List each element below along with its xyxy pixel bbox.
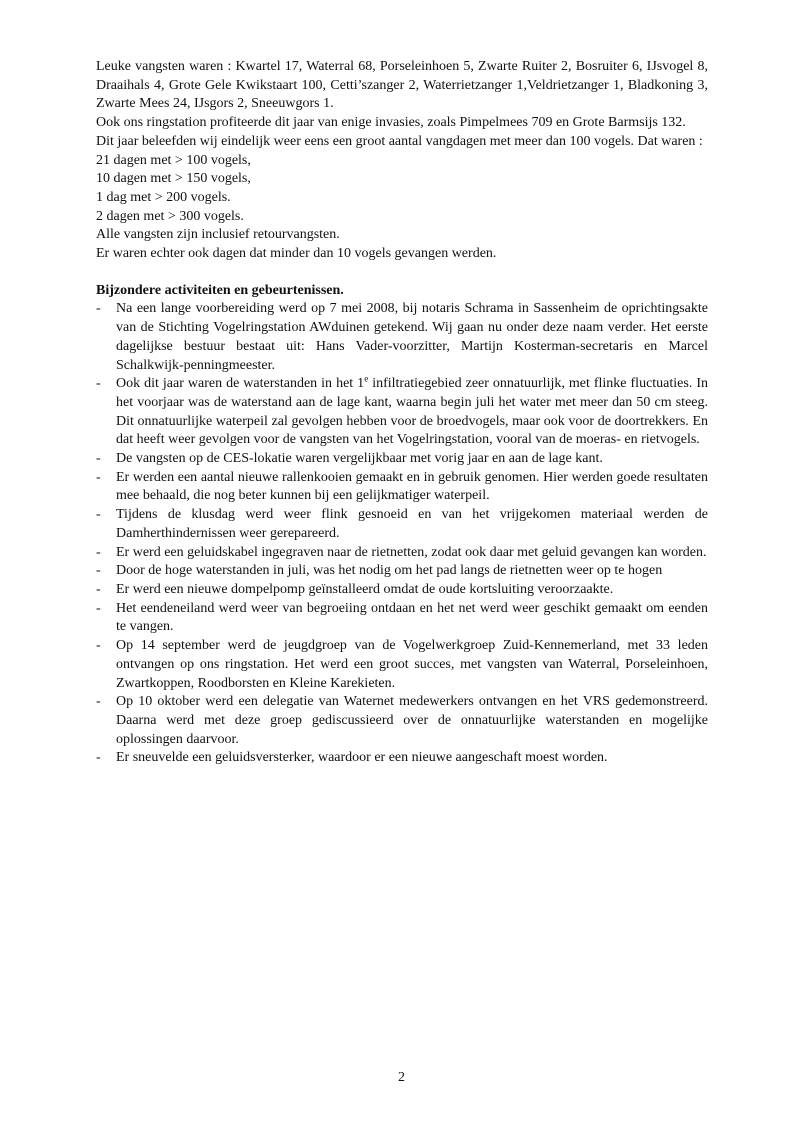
dash-bullet: - — [96, 507, 101, 523]
list-item — [96, 562, 708, 581]
list-item — [96, 506, 708, 543]
dash-bullet: - — [96, 581, 101, 597]
list-item — [96, 637, 708, 693]
dash-bullet: - — [96, 301, 101, 317]
list-item-text: Het eendeneiland werd weer van begroeiing ontdaan en het net werd weer geschikt gemaakt om eenden te vangen. — [116, 600, 708, 635]
dash-bullet: - — [96, 638, 101, 654]
low-days-note: Er waren echter ook dagen dat minder dan 10 vogels gevangen werden. — [96, 246, 497, 262]
section-heading: Bijzondere activiteiten en gebeurtenissen. — [96, 282, 344, 298]
list-item-text: Op 14 september werd de jeugdgroep van de Vogelwerkgroep Zuid-Kennemerland, met 33 leden ontvangen op ons ringstation. Het werd een groot succes, met vangsten van Waterral, Porseleinhoen, Zwartkoppen, Roodborsten en Kleine Karekieten. — [116, 638, 708, 691]
activities-list — [96, 300, 708, 768]
list-item-text: Na een lange voorbereiding werd op 7 mei 2008, bij notaris Schrama in Sassenheim de oprichtingsakte van de Stichting Vogelringstation AWduinen getekend. Wij gaan nu onder deze naam verder. Het eerste dagelijkse bestuur bestaat uit: Hans Vader-voorzitter, Martijn Kosterman-secretaris en Marcel Schalkwijk-penningmeester. — [116, 301, 708, 373]
list-item-text: De vangsten op de CES-lokatie waren vergelijkbaar met vorig jaar en aan de lage kant. — [116, 451, 603, 467]
list-item — [96, 300, 708, 375]
list-item-text: infiltratiegebied zeer onnatuurlijk, met flinke fluctuaties. In het voorjaar was de waterstand aan de lage kant, waarna begin juli het water met meer dan 50 cm steeg. Dit onnatuurlijke waterpeil zal gevolgen hebben voor de broedvogels, maar ook voor de doortrekkers. En dat heeft weer gevolgen voor de vangsten van het Vogelringstation, vooral van de moeras- en rietvogels. — [116, 376, 708, 448]
dash-bullet: - — [96, 469, 101, 485]
list-item-text: Er sneuvelde een geluidsversterker, waardoor er een nieuwe aangeschaft moest worden. — [116, 750, 608, 766]
dash-bullet: - — [96, 451, 101, 467]
page-number: 2 — [398, 1070, 405, 1085]
document-page — [96, 58, 708, 768]
list-item-text: Tijdens de klusdag werd weer flink gesnoeid en van het vrijgekomen materiaal werden de Damherthindernissen weer gerepareerd. — [116, 507, 708, 541]
count-line: 1 dag met > 200 vogels. — [96, 189, 231, 205]
big-days-paragraph: Dit jaar beleefden wij eindelijk weer eens een groot aantal vangdagen met meer dan 100 vogels. Dat waren : — [96, 133, 703, 149]
list-item-text: Op 10 oktober werd een delegatie van Waternet medewerkers ontvangen en het VRS gedemonstreerd. Daarna werd met deze groep gediscussieerd over de onnatuurlijke waterstanden en mogelijke oplossingen daarvoor. — [116, 694, 708, 747]
paragraph-spacer — [96, 264, 708, 282]
dash-bullet: - — [96, 376, 101, 392]
notable-catches-paragraph: Leuke vangsten waren : Kwartel 17, Waterral 68, Porseleinhoen 5, Zwarte Ruiter 2, Bosruiter 6, IJsvogel 8, Draaihals 4, Grote Gele Kwikstaart 100, Cetti’szanger 2, Waterrietzanger 1,Veldrietzanger 1, Bladkoning 3, Zwarte Mees 24, IJsgors 2, Sneeuwgors 1. — [96, 59, 708, 112]
dash-bullet: - — [96, 563, 101, 579]
count-line: 2 dagen met > 300 vogels. — [96, 208, 244, 224]
list-item — [96, 693, 708, 749]
count-line: 10 dagen met > 150 vogels, — [96, 171, 251, 187]
retour-note: Alle vangsten zijn inclusief retourvangsten. — [96, 227, 340, 243]
list-item — [96, 375, 708, 450]
list-item — [96, 450, 708, 469]
list-item — [96, 749, 708, 768]
list-item — [96, 600, 708, 637]
list-item-text: Ook dit jaar waren de waterstanden in het 1 — [116, 376, 365, 392]
invasions-paragraph: Ook ons ringstation profiteerde dit jaar van enige invasies, zoals Pimpelmees 709 en Grote Barmsijs 132. — [96, 115, 686, 131]
list-item-text: Er werd een nieuwe dompelpomp geïnstalleerd omdat de oude kortsluiting veroorzaakte. — [116, 581, 614, 597]
list-item — [96, 469, 708, 506]
dash-bullet: - — [96, 750, 101, 766]
count-line: 21 dagen met > 100 vogels, — [96, 152, 251, 168]
list-item-text: Er werd een geluidskabel ingegraven naar de rietnetten, zodat ook daar met geluid gevangen kan worden. — [116, 544, 707, 560]
dash-bullet: - — [96, 694, 101, 710]
list-item — [96, 581, 708, 600]
dash-bullet: - — [96, 544, 101, 560]
list-item-text: Er werden een aantal nieuwe rallenkooien gemaakt en in gebruik genomen. Hier werden goede resultaten mee behaald, die nog beter kunnen bij een gelijkmatiger waterpeil. — [116, 469, 708, 504]
dash-bullet: - — [96, 600, 101, 616]
list-item — [96, 544, 708, 563]
list-item-text: Door de hoge waterstanden in juli, was het nodig om het pad langs de rietnetten weer op te hogen — [116, 563, 663, 579]
superscript: e — [364, 373, 369, 384]
